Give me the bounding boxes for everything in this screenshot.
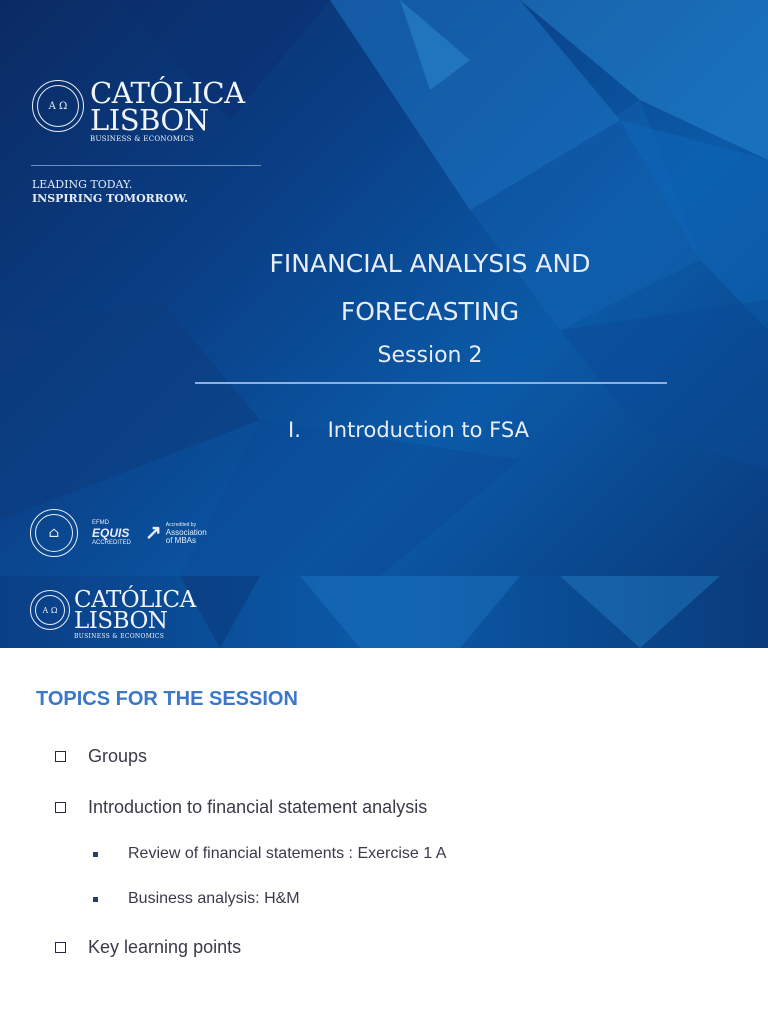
square-bullet-icon: [93, 897, 98, 902]
catolica-logo: [32, 76, 245, 144]
checkbox-bullet-icon: [55, 802, 66, 813]
accreditation-logos: [30, 509, 207, 557]
checkbox-bullet-icon: [55, 751, 66, 762]
list-subitem: Business analysis: H&M: [93, 890, 300, 908]
tagline: [32, 178, 188, 206]
logo-line3: BUSINESS & ECONOMICS: [74, 633, 165, 641]
list-item: Groups: [55, 746, 147, 767]
catolica-seal-icon: A Ω: [30, 590, 70, 630]
square-bullet-icon: [93, 852, 98, 857]
slide2-header: [0, 576, 768, 648]
tagline-line2: INSPIRING TOMORROW.: [32, 192, 188, 205]
logo-line2: LISBON: [74, 608, 168, 635]
tagline-line1: LEADING TODAY.: [32, 178, 133, 191]
catolica-logo-small: [30, 587, 196, 641]
equis-logo: EFMD EQUIS ACCREDITED: [92, 520, 132, 546]
checkbox-bullet-icon: [55, 942, 66, 953]
title-rule: [195, 382, 667, 384]
amba-logo: ↗ Accredited by Association of MBAs: [145, 522, 207, 545]
topics-heading: TOPICS FOR THE SESSION: [36, 688, 298, 710]
section-subtitle: I. Introduction to FSA: [288, 418, 529, 442]
course-title-line1: FINANCIAL ANALYSIS AND: [269, 249, 591, 278]
amba-arrow-icon: ↗: [145, 522, 162, 544]
session-label: Session 2: [377, 343, 483, 368]
list-item: Introduction to financial statement analysis: [55, 797, 427, 818]
list-item: Key learning points: [55, 937, 241, 958]
university-seal-icon: ⌂: [30, 509, 78, 557]
logo-line3: BUSINESS & ECONOMICS: [90, 135, 195, 144]
logo-line1: CATÓLICA: [74, 587, 196, 613]
logo-divider: [31, 165, 261, 166]
logo-line2: LISBON: [90, 102, 209, 137]
catolica-seal-icon: A Ω: [32, 80, 84, 132]
logo-line1: CATÓLICA: [90, 76, 245, 110]
course-title-line2: FORECASTING: [340, 297, 520, 326]
list-subitem: Review of financial statements : Exercise 1 A: [93, 845, 446, 863]
